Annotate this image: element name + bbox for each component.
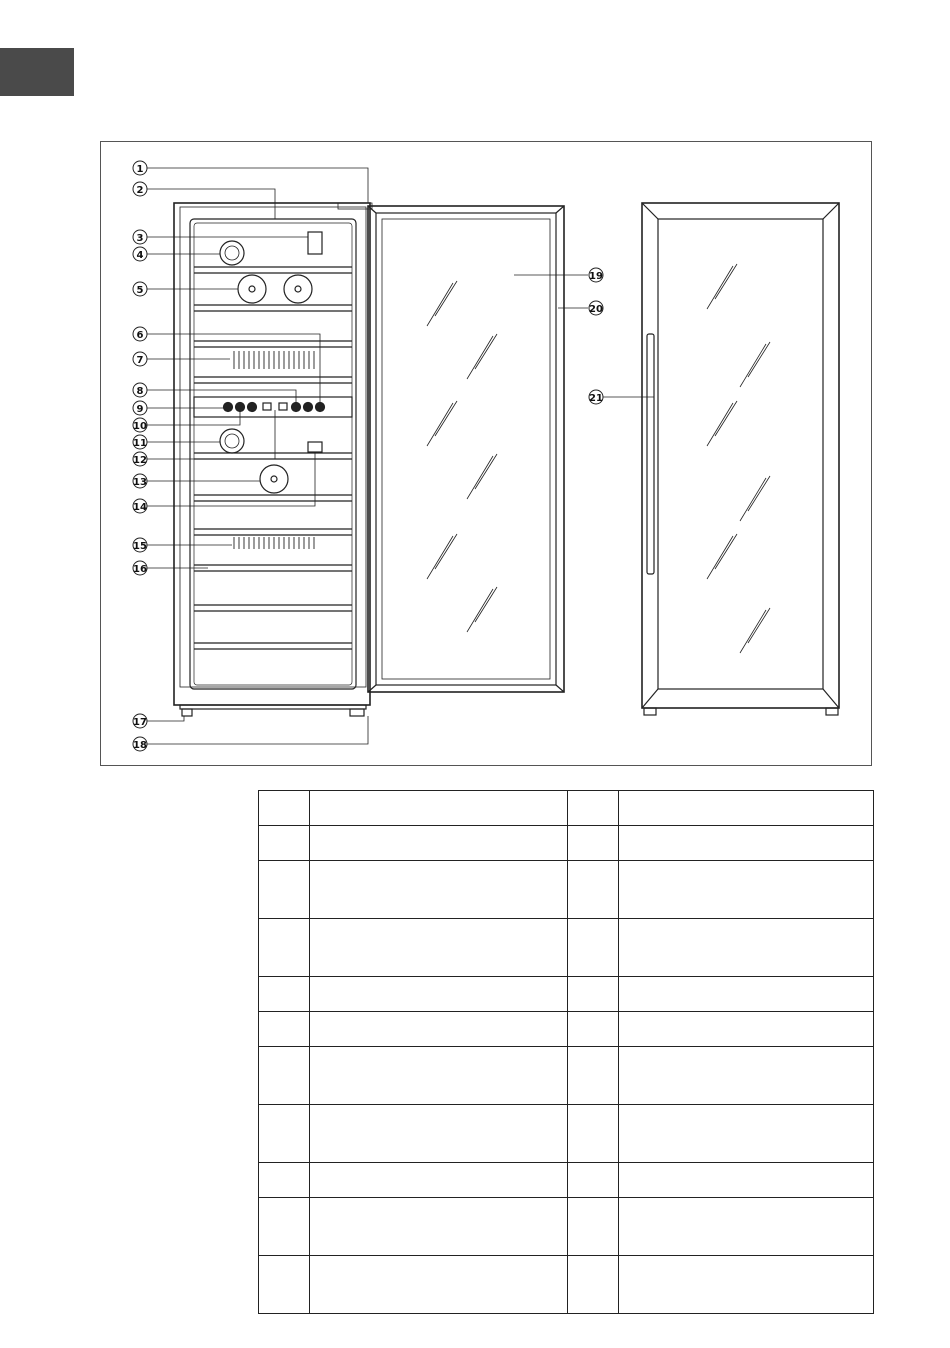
part-name-cell [310, 1256, 568, 1314]
part-name-cell [619, 826, 874, 861]
part-number-cell [568, 1163, 619, 1198]
part-name-cell [619, 1105, 874, 1163]
part-name-cell [619, 1163, 874, 1198]
part-number-cell [259, 1163, 310, 1198]
callout-21 [589, 390, 603, 404]
callout-9 [133, 401, 147, 415]
table-row [259, 791, 874, 826]
part-number-cell [568, 1047, 619, 1105]
table-row [259, 1012, 874, 1047]
callout-17 [133, 714, 147, 728]
callout-13 [133, 474, 147, 488]
part-number-cell [259, 977, 310, 1012]
callout-8 [133, 383, 147, 397]
callout-12 [133, 452, 147, 466]
callout-1 [133, 161, 147, 175]
svg-text:6: 6 [136, 330, 144, 341]
part-number-cell [568, 1256, 619, 1314]
svg-text:19: 19 [589, 271, 603, 282]
part-number-cell [568, 861, 619, 919]
part-number-cell [568, 826, 619, 861]
table-row [259, 826, 874, 861]
part-number-cell [259, 1256, 310, 1314]
part-name-cell [310, 791, 568, 826]
part-number-cell [259, 1105, 310, 1163]
callout-20 [589, 301, 603, 315]
svg-text:1: 1 [136, 164, 144, 175]
svg-text:8: 8 [136, 386, 144, 397]
table-row [259, 977, 874, 1012]
table-row [259, 1047, 874, 1105]
callout-4 [133, 247, 147, 261]
svg-text:9: 9 [136, 404, 144, 415]
svg-text:21: 21 [589, 393, 603, 404]
part-number-cell [259, 919, 310, 977]
part-name-cell [310, 826, 568, 861]
svg-text:4: 4 [136, 250, 144, 261]
part-name-cell [310, 1012, 568, 1047]
part-name-cell [310, 977, 568, 1012]
callout-11 [133, 435, 147, 449]
part-name-cell [310, 1198, 568, 1256]
table-row [259, 1105, 874, 1163]
svg-text:2: 2 [136, 185, 144, 196]
callout-3 [133, 230, 147, 244]
part-name-cell [310, 1047, 568, 1105]
callout-16 [133, 561, 147, 575]
svg-text:14: 14 [133, 502, 147, 513]
svg-text:12: 12 [133, 455, 147, 466]
part-number-cell [568, 919, 619, 977]
part-name-cell [619, 1047, 874, 1105]
callout-2 [133, 182, 147, 196]
svg-text:20: 20 [589, 304, 603, 315]
part-number-cell [568, 1198, 619, 1256]
part-number-cell [259, 1012, 310, 1047]
svg-text:3: 3 [136, 233, 144, 244]
part-name-cell [310, 1105, 568, 1163]
callout-5 [133, 282, 147, 296]
part-name-cell [310, 1163, 568, 1198]
part-name-cell [619, 1012, 874, 1047]
part-number-cell [568, 1105, 619, 1163]
svg-text:15: 15 [133, 541, 147, 552]
svg-text:7: 7 [136, 355, 144, 366]
svg-text:13: 13 [133, 477, 147, 488]
table-row [259, 919, 874, 977]
callout-15 [133, 538, 147, 552]
callout-14 [133, 499, 147, 513]
svg-text:18: 18 [133, 740, 147, 751]
callout-19 [589, 268, 603, 282]
part-name-cell [619, 977, 874, 1012]
table-row [259, 861, 874, 919]
appliance-diagram [100, 141, 872, 766]
callout-10 [133, 418, 147, 432]
part-name-cell [310, 919, 568, 977]
part-number-cell [259, 1198, 310, 1256]
part-name-cell [310, 861, 568, 919]
part-name-cell [619, 861, 874, 919]
part-number-cell [568, 791, 619, 826]
cabinet-closed-view [642, 203, 839, 715]
cabinet-open-view [174, 203, 370, 716]
language-tab [0, 48, 74, 96]
part-name-cell [619, 919, 874, 977]
part-number-cell [568, 1012, 619, 1047]
part-name-cell [619, 1198, 874, 1256]
svg-text:17: 17 [133, 717, 147, 728]
svg-text:16: 16 [133, 564, 147, 575]
part-number-cell [568, 977, 619, 1012]
callout-6 [133, 327, 147, 341]
part-name-cell [619, 1256, 874, 1314]
parts-table [258, 790, 874, 1314]
svg-text:11: 11 [133, 438, 147, 449]
part-number-cell [259, 861, 310, 919]
table-row [259, 1256, 874, 1314]
callout-18 [133, 737, 147, 751]
callout-7 [133, 352, 147, 366]
table-row [259, 1198, 874, 1256]
open-door [338, 203, 564, 692]
table-row [259, 1163, 874, 1198]
part-name-cell [619, 791, 874, 826]
svg-text:5: 5 [136, 285, 144, 296]
part-number-cell [259, 791, 310, 826]
part-number-cell [259, 1047, 310, 1105]
svg-text:10: 10 [133, 421, 147, 432]
part-number-cell [259, 826, 310, 861]
